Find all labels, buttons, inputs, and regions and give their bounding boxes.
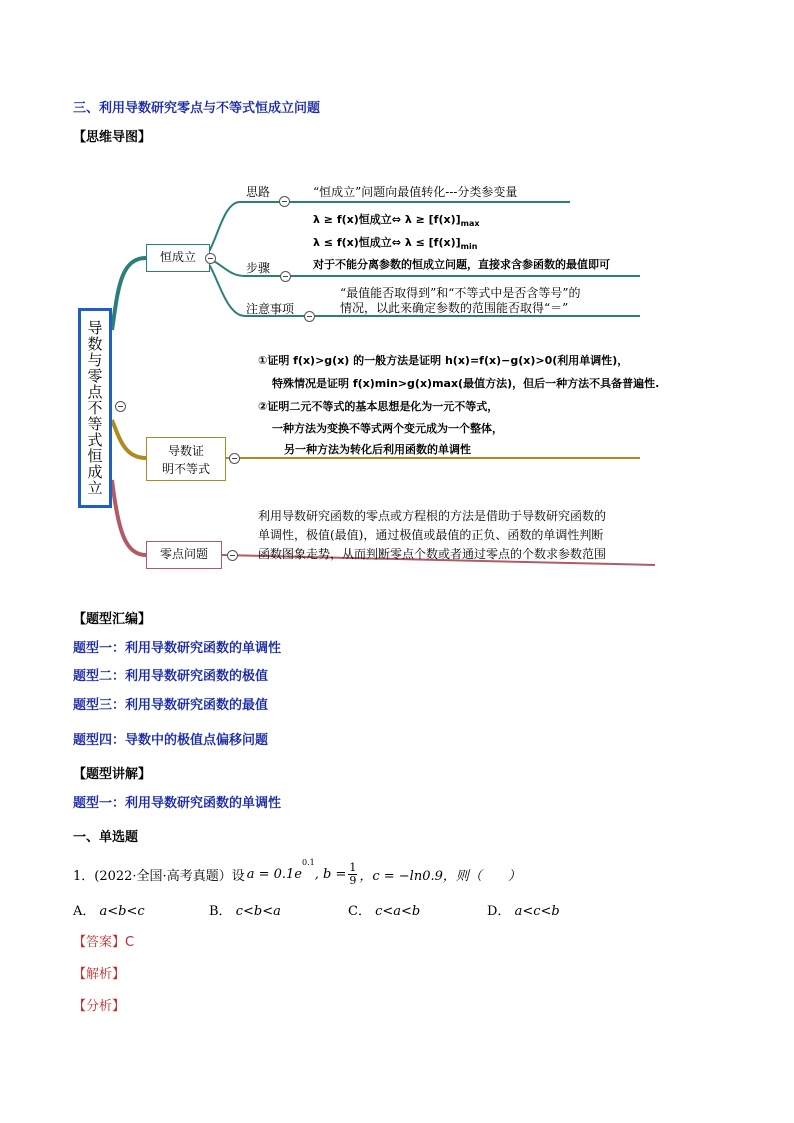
fenxi-label: 【分析】: [73, 999, 126, 1014]
notes-label: 注意事项: [246, 302, 295, 316]
formula-max: λ ≥ f(x)恒成立⇔ $\lambda \ge [f(x)]_{max}$: [313, 213, 480, 229]
branch-zero-problem: 零点问题: [146, 541, 222, 569]
zero-line-3: 函数图象走势，从而判断零点个数或者通过零点的个数求参数范围: [258, 547, 607, 561]
idea-text: “恒成立”问题向最值转化---分类参变量: [313, 185, 518, 199]
type-item[interactable]: 题型三：利用导数研究函数的最值: [73, 698, 269, 713]
collapse-icon[interactable]: [115, 401, 126, 412]
branch-hengchengli: 恒成立: [146, 244, 210, 272]
zero-line-1: 利用导数研究函数的零点或方程根的方法是借助于导数研究函数的: [258, 509, 607, 523]
notes-line-2: 情况，以此来确定参数的范围能否取得“＝”: [340, 301, 569, 315]
proof-line-3: ②证明二元不等式的基本思想是化为一元不等式，: [258, 400, 499, 413]
question-stem: 1．(2022·全国·高考真题）设 a = 0.1e 0.1 , b = $\frac{1}{9}$ ，c = −ln0.9，则（ ）: [73, 858, 521, 887]
type-item[interactable]: 题型一：利用导数研究函数的单调性: [73, 641, 282, 656]
proof-line-5: 另一种方法为转化后利用函数的单调性: [284, 443, 471, 456]
zero-line-2: 单调性，极值(最值)，通过极值或最值的正负、函数的单调性判断: [258, 528, 604, 542]
option-a[interactable]: A． a<b<c: [73, 904, 145, 919]
lecture-header: 【题型讲解】: [73, 767, 152, 782]
formula-min: λ ≤ f(x)恒成立⇔ $\lambda \le [f(x)]_{min}$: [313, 236, 478, 252]
proof-line-2: 特殊情况是证明 f(x)min>g(x)max(最值方法)，但后一种方法不具备普遍性.: [272, 377, 660, 390]
option-c[interactable]: C． c<a<b: [348, 904, 421, 919]
collapse-icon[interactable]: [304, 311, 315, 322]
type-item[interactable]: 题型四：导数中的极值点偏移问题: [73, 733, 269, 748]
steps-text: 对于不能分离参数的恒成立问题，直接求含参函数的最值即可: [313, 258, 610, 271]
subsection-title: 一、单选题: [73, 830, 139, 845]
proof-line-1: ①证明 f(x)>g(x) 的一般方法是证明 h(x)=f(x)−g(x)>0(利用单调性)，: [258, 354, 629, 367]
steps-label: 步骤: [246, 261, 271, 275]
collapse-icon[interactable]: [279, 196, 290, 207]
collapse-icon[interactable]: [229, 453, 240, 464]
types-header: 【题型汇编】: [73, 612, 152, 627]
proof-line-4: 一种方法为变换不等式两个变元成为一个整体，: [272, 422, 503, 435]
type-item[interactable]: 题型二：利用导数研究函数的极值: [73, 669, 269, 684]
branch-proof-inequality: 导数证 明不等式: [146, 437, 226, 481]
answer-line: 【答案】C: [73, 935, 135, 950]
collapse-icon[interactable]: [227, 550, 238, 561]
mind-map-root: 导数与零点不等式恒成立: [78, 308, 112, 508]
collapse-icon[interactable]: [205, 253, 216, 264]
idea-label: 思路: [246, 185, 271, 199]
analysis-label: 【解析】: [73, 967, 126, 982]
option-d[interactable]: D． a<c<b: [487, 904, 560, 919]
collapse-icon[interactable]: [280, 271, 291, 282]
option-b[interactable]: B． c<b<a: [209, 904, 281, 919]
notes-line-1: “最值能否取得到”和“不等式中是否含等号”的: [340, 286, 581, 300]
section-title: 三、利用导数研究零点与不等式恒成立问题: [73, 101, 321, 116]
mind-map-header: 【思维导图】: [73, 130, 152, 145]
lecture-type: 题型一：利用导数研究函数的单调性: [73, 796, 282, 811]
